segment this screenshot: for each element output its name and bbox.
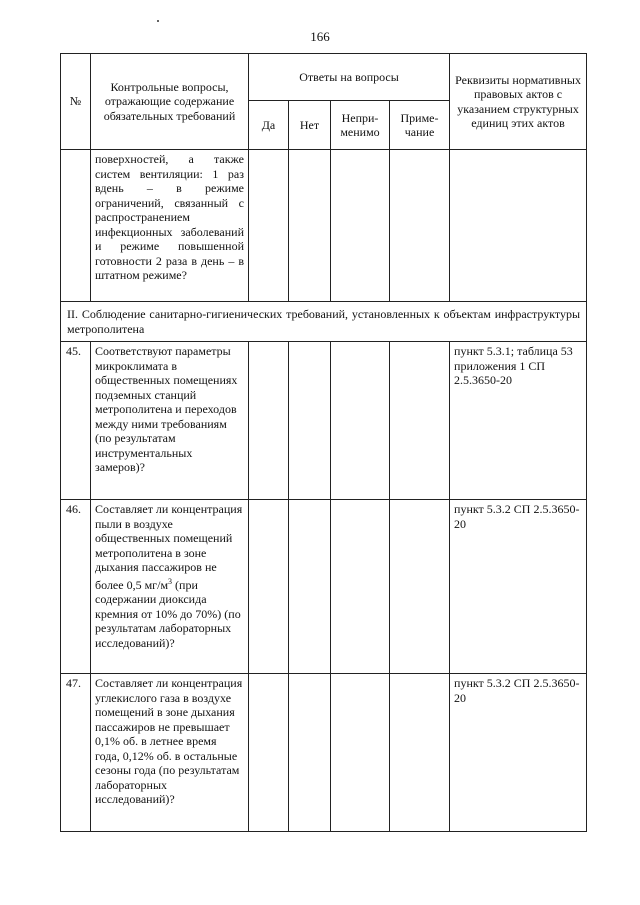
header-yes: Да <box>249 101 289 150</box>
answer-note-cell[interactable] <box>390 342 450 500</box>
header-questions: Контрольные вопросы, отражающие содержание обязательных требований <box>91 54 249 150</box>
question-cell <box>91 500 249 674</box>
question-text-part2: (при содержании диоксида кремния от 10% до 70%) (по результатам лабораторных исследований)? <box>95 577 241 650</box>
row-num: 45. <box>61 342 91 500</box>
header-note: Приме-чание <box>390 101 450 150</box>
page-number: 166 <box>310 29 330 44</box>
question-cell: поверхностей, а также систем вентиляции: 1 раз вдень – в режиме ограничений, связанный с распространением инфекционных заболеваний и режиме повышенной готовности 2 раза в день – в штатном режиме? <box>91 150 249 302</box>
answer-note-cell[interactable] <box>390 674 450 832</box>
superscript-three: 3 <box>168 576 173 586</box>
table-row <box>61 500 587 674</box>
answer-yes-cell[interactable] <box>249 342 289 500</box>
answer-yes-cell[interactable] <box>249 500 289 674</box>
answer-na-cell[interactable] <box>331 500 390 674</box>
table-row-continuation <box>61 150 587 302</box>
row-num-cell <box>61 150 91 302</box>
answer-no-cell[interactable] <box>289 674 331 832</box>
answer-no-cell[interactable] <box>289 342 331 500</box>
ref-cell <box>450 150 587 302</box>
header-requisites: Реквизиты нормативных правовых актов с указанием структурных единиц этих актов <box>450 54 587 150</box>
answer-na-cell[interactable] <box>331 674 390 832</box>
answer-no-cell[interactable] <box>289 500 331 674</box>
scan-speck <box>157 20 159 22</box>
checklist-table <box>60 53 587 832</box>
answer-na-cell[interactable] <box>331 342 390 500</box>
question-cell: Составляет ли концентрация углекислого газа в воздухе помещений в зоне дыхания пассажиров не превышает 0,1% об. в летнее время года, 0,12% об. в остальные сезоны года (по результатам лабораторных исследований)? <box>91 674 249 832</box>
header-answers: Ответы на вопросы <box>249 54 450 101</box>
answer-note-cell[interactable] <box>390 500 450 674</box>
answer-note-cell[interactable] <box>390 150 450 302</box>
ref-cell: пункт 5.3.1; таблица 53 приложения 1 СП 2.5.3650-20 <box>450 342 587 500</box>
answer-no-cell[interactable] <box>289 150 331 302</box>
answer-yes-cell[interactable] <box>249 674 289 832</box>
row-num: 47. <box>61 674 91 832</box>
section-heading-row <box>61 302 587 342</box>
section-title: II. Соблюдение санитарно-гигиенических требований, установленных к объектам инфраструктуры метрополитена <box>61 302 587 342</box>
answer-yes-cell[interactable] <box>249 150 289 302</box>
row-num: 46. <box>61 500 91 674</box>
ref-cell: пункт 5.3.2 СП 2.5.3650-20 <box>450 674 587 832</box>
header-not-applicable: Непри-менимо <box>331 101 390 150</box>
header-no: Нет <box>289 101 331 150</box>
question-cell: Соответствуют параметры микроклимата в общественных помещениях подземных станций метрополитена и переходов между ними требованиям (по результатам инструментальных замеров)? <box>91 342 249 500</box>
table-row <box>61 674 587 832</box>
header-num: № <box>61 54 91 150</box>
table-row <box>61 342 587 500</box>
answer-na-cell[interactable] <box>331 150 390 302</box>
ref-cell: пункт 5.3.2 СП 2.5.3650-20 <box>450 500 587 674</box>
question-text-part1: Составляет ли концентрация пыли в воздухе общественных помещений метрополитена в зоне дыхания пассажиров не более 0,5 мг/м <box>95 502 243 592</box>
